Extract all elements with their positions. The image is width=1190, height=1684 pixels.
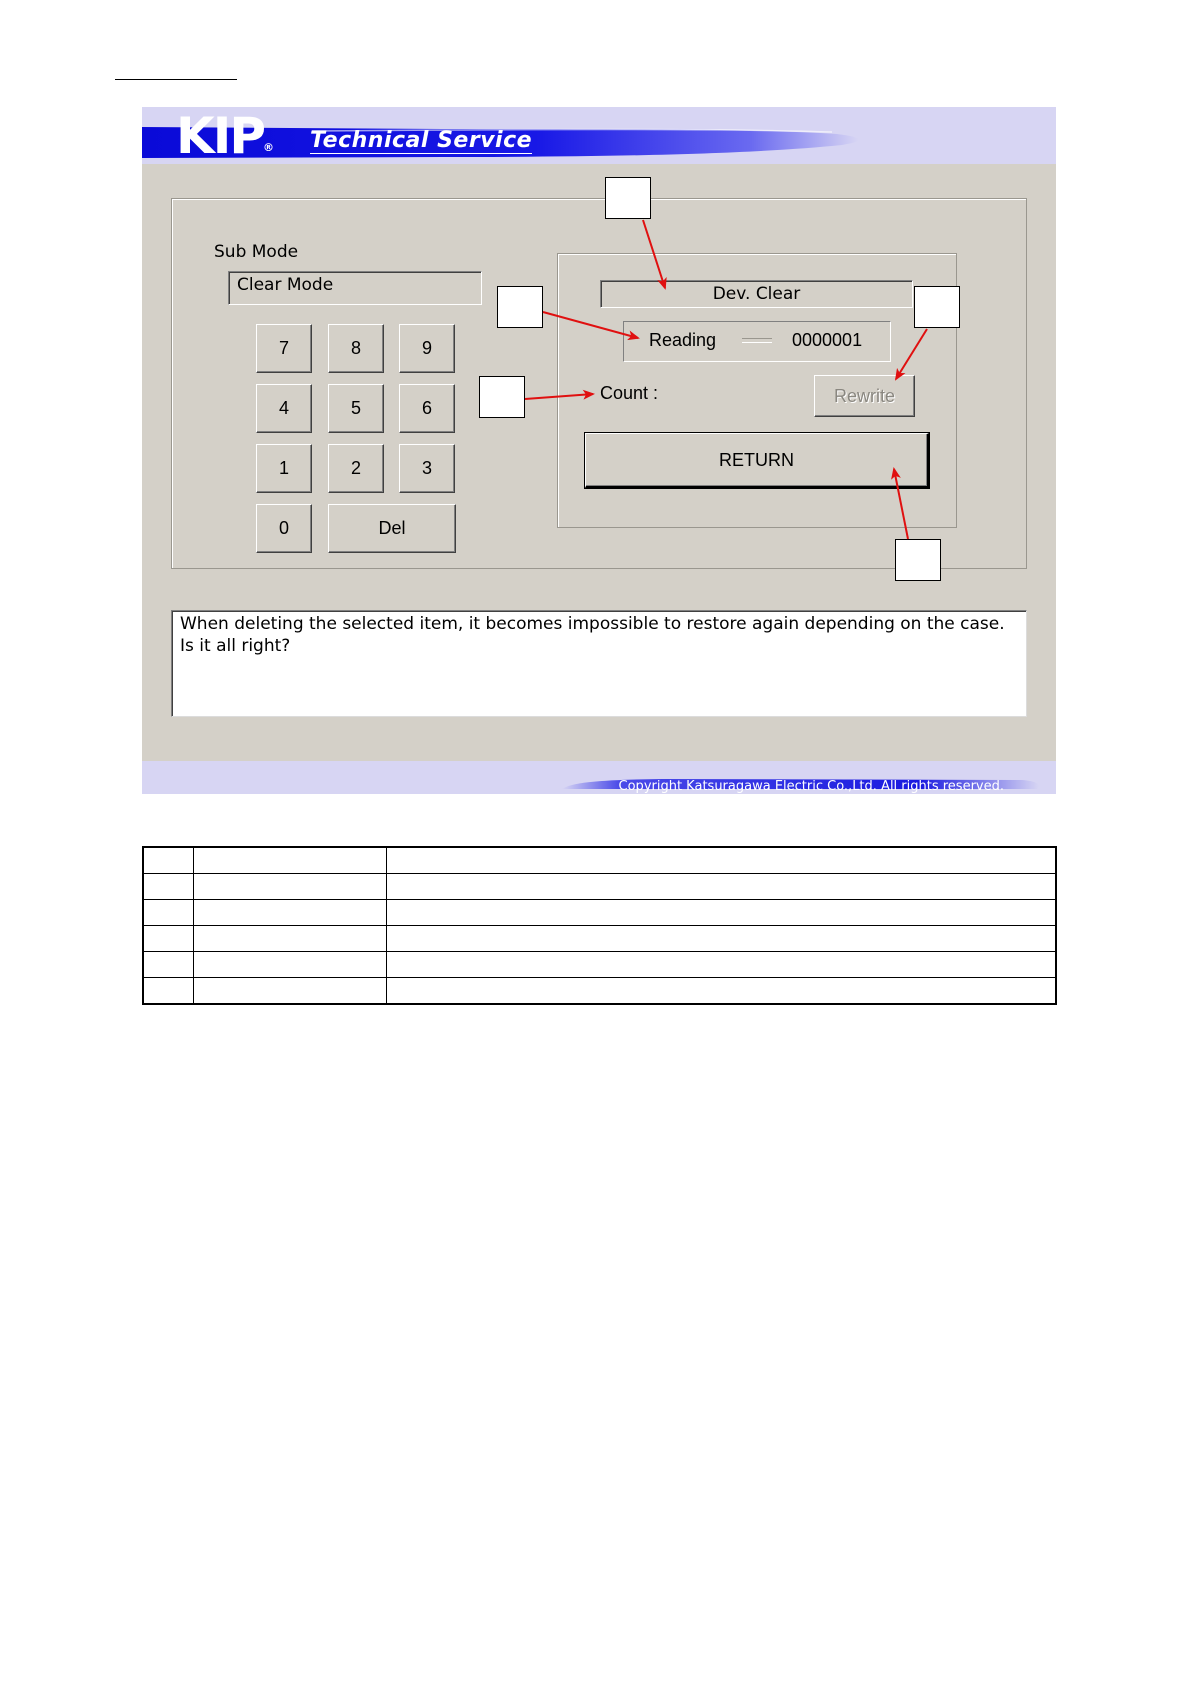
table-cell <box>386 926 1056 952</box>
callout-box-4 <box>479 376 525 418</box>
table-cell <box>193 926 386 952</box>
table-cell <box>193 978 386 1005</box>
callout-box-5 <box>895 539 941 581</box>
top-rule <box>115 79 237 80</box>
key-4[interactable]: 4 <box>256 384 312 433</box>
table-row <box>143 926 1056 952</box>
table-cell <box>193 900 386 926</box>
table-cell <box>193 874 386 900</box>
table-cell <box>143 900 193 926</box>
table-row <box>143 874 1056 900</box>
table-row <box>143 847 1056 874</box>
key-1[interactable]: 1 <box>256 444 312 493</box>
key-2[interactable]: 2 <box>328 444 384 493</box>
callout-box-1 <box>605 177 651 219</box>
key-7[interactable]: 7 <box>256 324 312 373</box>
table-cell <box>143 978 193 1005</box>
table-cell <box>386 847 1056 874</box>
table-cell <box>386 900 1056 926</box>
key-8[interactable]: 8 <box>328 324 384 373</box>
count-label: Count : <box>600 383 659 403</box>
callout-box-2 <box>497 286 543 328</box>
key-6[interactable]: 6 <box>399 384 455 433</box>
reading-value: 0000001 <box>792 330 863 350</box>
table-cell <box>143 952 193 978</box>
warning-message: When deleting the selected item, it becomes impossible to restore again depending on the case. Is it all right? <box>171 610 1027 717</box>
table-cell <box>386 874 1056 900</box>
table-row <box>143 900 1056 926</box>
reading-separator <box>742 338 772 343</box>
callout-legend-table <box>142 846 1057 1005</box>
table-cell <box>143 926 193 952</box>
table-cell <box>386 978 1056 1005</box>
return-button[interactable]: RETURN <box>585 433 929 488</box>
sub-mode-field: Clear Mode <box>228 271 482 305</box>
table-cell <box>143 847 193 874</box>
reading-box <box>623 321 891 362</box>
registered-mark: ® <box>263 141 274 154</box>
sub-mode-label: Sub Mode <box>214 242 299 262</box>
delete-button[interactable]: Del <box>328 504 456 553</box>
table-cell <box>193 847 386 874</box>
key-9[interactable]: 9 <box>399 324 455 373</box>
key-3[interactable]: 3 <box>399 444 455 493</box>
callout-box-3 <box>914 286 960 328</box>
rewrite-button[interactable]: Rewrite <box>814 375 915 417</box>
table-cell <box>386 952 1056 978</box>
tech-service-window <box>142 107 1056 794</box>
header-swoosh <box>142 107 1056 164</box>
table-row <box>143 978 1056 1005</box>
key-0[interactable]: 0 <box>256 504 312 553</box>
header-bar <box>142 107 1056 164</box>
kip-logo: KIP <box>176 107 264 165</box>
reading-label: Reading <box>649 330 717 350</box>
app-title: Technical Service <box>310 128 533 153</box>
table-row <box>143 952 1056 978</box>
key-5[interactable]: 5 <box>328 384 384 433</box>
table-cell <box>143 874 193 900</box>
table-cell <box>193 952 386 978</box>
item-name-field: Dev. Clear <box>600 280 913 308</box>
copyright-text: Copyright Katsuragawa Electric Co.,Ltd. All rights reserved. <box>618 779 1004 794</box>
